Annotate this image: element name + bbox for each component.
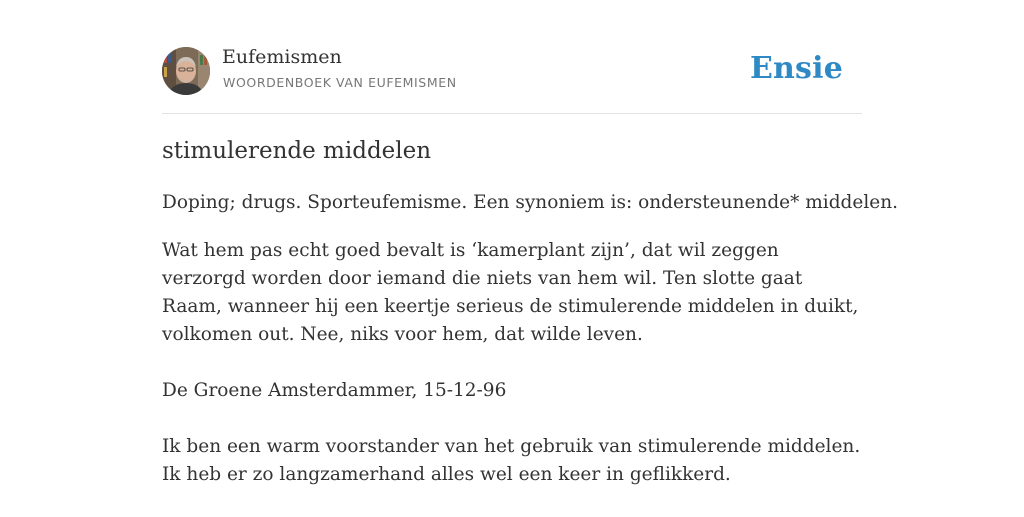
- entry-definition: Doping; drugs. Sporteufemisme. Een synoniem is: ondersteunende* middelen.: [162, 192, 898, 213]
- entry-quotes: [162, 237, 862, 517]
- quote-source: De Groene Amsterdammer, 15-12-96: [162, 380, 507, 401]
- author-name[interactable]: Eufemismen: [222, 46, 342, 68]
- quote-paragraph: Ik ben een warm voorstander van het gebruik van stimulerende middelen. Ik heb er zo langzamerhand alles wel een keer in geflikkerd.: [162, 436, 861, 485]
- entry-title: stimulerende middelen: [162, 138, 432, 164]
- brand-logo[interactable]: Ensie: [749, 51, 843, 86]
- header: [162, 0, 862, 114]
- author-subtitle[interactable]: WOORDENBOEK VAN EUFEMISMEN: [223, 75, 457, 90]
- author-avatar[interactable]: [162, 47, 210, 95]
- page-container: [162, 0, 898, 485]
- quote-paragraph: Wat hem pas echt goed bevalt is ‘kamerplant zijn’, dat wil zeggen verzorgd worden door iemand die niets van hem wil. Ten slotte gaat Raam, wanneer hij een keertje serieus de stimulerende middelen in duikt, volkomen out. Nee, niks voor hem, dat wilde leven.: [162, 240, 859, 345]
- avatar-portrait-icon: [162, 47, 210, 95]
